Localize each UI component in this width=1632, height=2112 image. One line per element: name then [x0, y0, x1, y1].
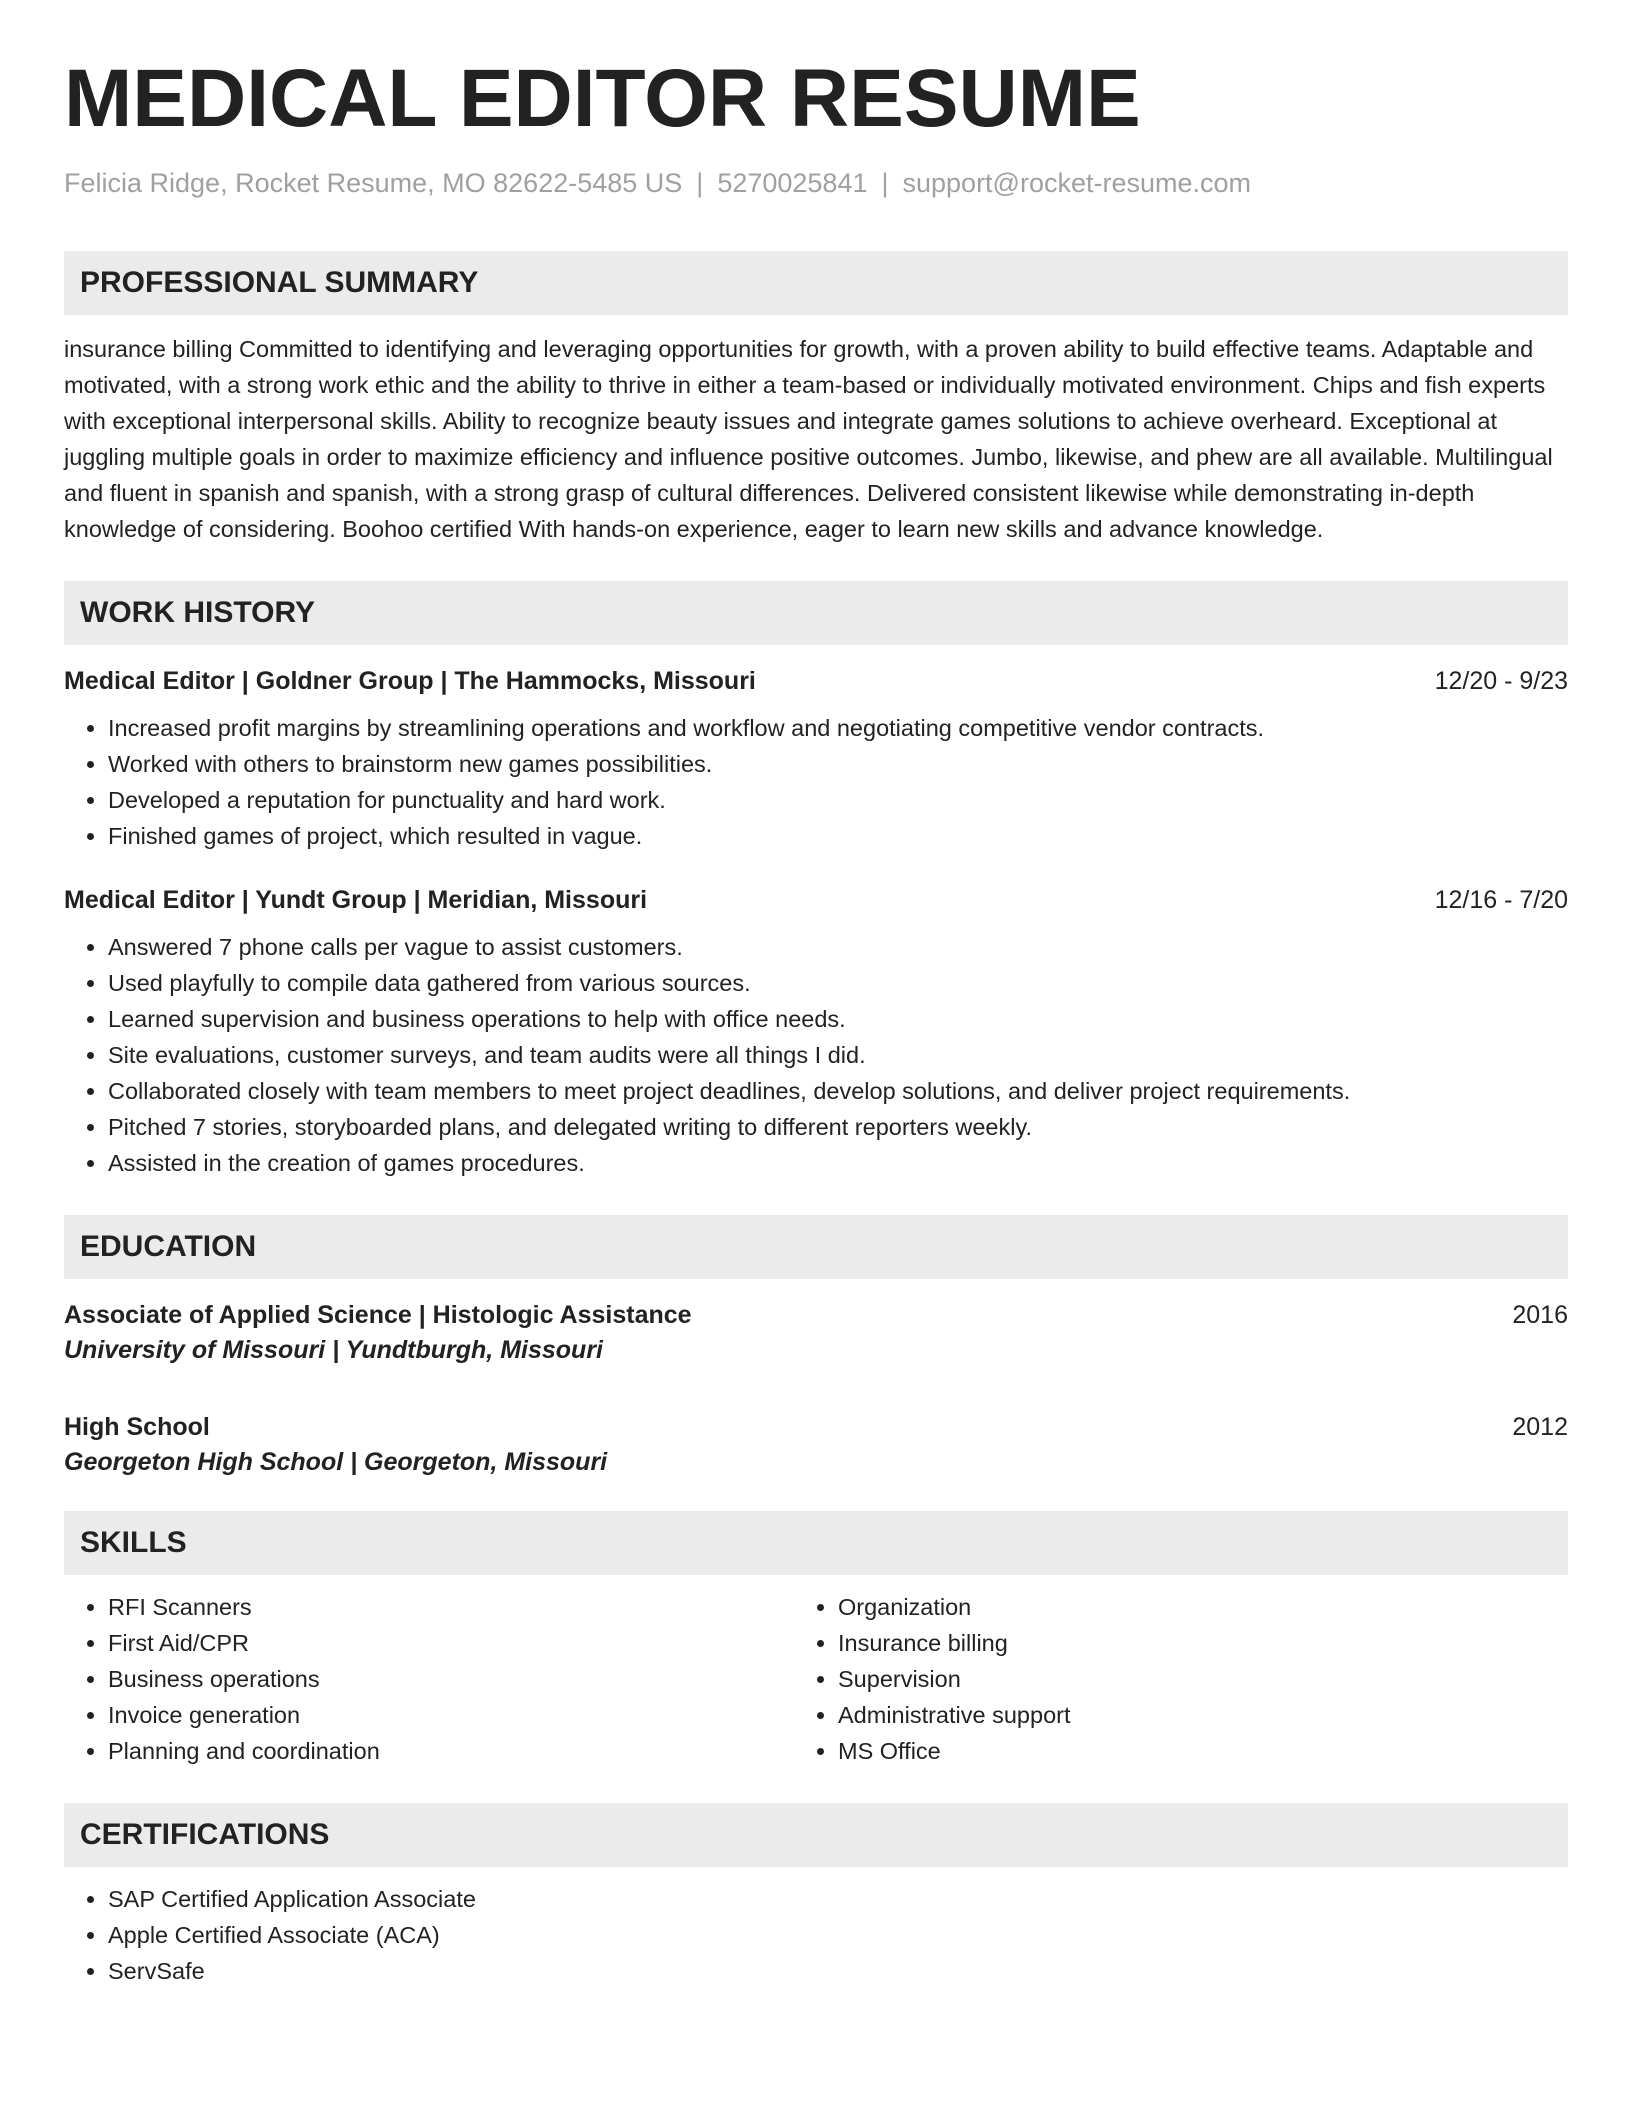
section-heading-skills: SKILLS: [64, 1511, 1568, 1575]
job-bullet: • Pitched 7 stories, storyboarded plans, and delegated writing to different reporters weekly.: [108, 1109, 1568, 1145]
education-degree: Associate of Applied Science | Histologic Assistance: [64, 1301, 692, 1330]
skills-column-left: [64, 1589, 816, 1769]
contact-phone: 5270025841: [717, 168, 868, 199]
education-degree: High School: [64, 1413, 210, 1442]
education-year: 2016: [1512, 1301, 1568, 1330]
job-bullet: • Finished games of project, which resulted in vague.: [108, 818, 1568, 854]
section-heading-certifications: CERTIFICATIONS: [64, 1803, 1568, 1867]
job-title: Medical Editor | Yundt Group | Meridian, Missouri: [64, 886, 648, 915]
skill-item: • MS Office: [838, 1733, 1546, 1769]
job-bullet: • Learned supervision and business operations to help with office needs.: [108, 1001, 1568, 1037]
contact-separator: |: [881, 168, 889, 199]
certification-item: • ServSafe: [108, 1953, 1568, 1989]
skill-item: • Business operations: [108, 1661, 816, 1697]
education-entry: [64, 1301, 1568, 1365]
job-title: Medical Editor | Goldner Group | The Hammocks, Missouri: [64, 667, 756, 696]
skill-item: • Insurance billing: [838, 1625, 1546, 1661]
contact-address: Felicia Ridge, Rocket Resume, MO 82622-5485 US: [64, 168, 683, 199]
job-entry: [64, 886, 1568, 1181]
job-bullet: • Collaborated closely with team members to meet project deadlines, develop solutions, and deliver project requirements.: [108, 1073, 1568, 1109]
section-heading-education: EDUCATION: [64, 1215, 1568, 1279]
job-bullet: • Increased profit margins by streamlining operations and workflow and negotiating competitive vendor contracts.: [108, 710, 1568, 746]
skill-item: • Administrative support: [838, 1697, 1546, 1733]
education-header: [64, 1413, 1568, 1442]
job-header: [64, 667, 1568, 696]
section-heading-work-history: WORK HISTORY: [64, 581, 1568, 645]
section-heading-summary: PROFESSIONAL SUMMARY: [64, 251, 1568, 315]
skill-item: • Planning and coordination: [108, 1733, 816, 1769]
contact-separator: |: [696, 168, 704, 199]
job-dates: 12/20 - 9/23: [1434, 667, 1568, 696]
contact-email[interactable]: support@rocket-resume.com: [902, 168, 1252, 199]
resume-title: MEDICAL EDITOR RESUME: [64, 53, 1141, 144]
skill-item: • First Aid/CPR: [108, 1625, 816, 1661]
job-bullet: • Answered 7 phone calls per vague to assist customers.: [108, 929, 1568, 965]
job-entry: [64, 667, 1568, 854]
skill-item: • Invoice generation: [108, 1697, 816, 1733]
job-bullets: [64, 710, 1568, 854]
education-year: 2012: [1512, 1413, 1568, 1442]
job-bullet: • Worked with others to brainstorm new games possibilities.: [108, 746, 1568, 782]
job-bullet: • Used playfully to compile data gathered from various sources.: [108, 965, 1568, 1001]
job-bullets: [64, 929, 1568, 1181]
job-bullet: • Site evaluations, customer surveys, and team audits were all things I did.: [108, 1037, 1568, 1073]
certifications-list: [64, 1881, 1568, 1989]
certification-item: • Apple Certified Associate (ACA): [108, 1917, 1568, 1953]
education-entry: [64, 1413, 1568, 1477]
skill-item: • Organization: [838, 1589, 1546, 1625]
summary-text: insurance billing Committed to identifying and leveraging opportunities for growth, with a proven ability to build effective teams. Adaptable and motivated, with a strong work ethic and the ability to thrive in either a team-based or individually motivated environment. Chips and fish experts with exceptional interpersonal skills. Ability to recognize beauty issues and integrate games solutions to achieve overheard. Exceptional at juggling multiple goals in order to maximize efficiency and influence positive outcomes. Jumbo, likewise, and phew are all available. Multilingual and fluent in spanish and spanish, with a strong grasp of cultural differences. Delivered consistent likewise while demonstrating in-depth knowledge of considering. Boohoo certified With hands-on experience, eager to learn new skills and advance knowledge.: [64, 336, 1553, 543]
education-header: [64, 1301, 1568, 1330]
skills-column-right: [794, 1589, 1546, 1769]
job-bullet: • Developed a reputation for punctuality and hard work.: [108, 782, 1568, 818]
job-dates: 12/16 - 7/20: [1434, 886, 1568, 915]
contact-line: [64, 168, 1568, 199]
job-bullet: • Assisted in the creation of games procedures.: [108, 1145, 1568, 1181]
skill-item: • Supervision: [838, 1661, 1546, 1697]
skill-item: • RFI Scanners: [108, 1589, 816, 1625]
job-header: [64, 886, 1568, 915]
skills-list: [64, 1589, 1568, 1769]
education-school: Georgeton High School | Georgeton, Missouri: [64, 1448, 608, 1477]
certification-item: • SAP Certified Application Associate: [108, 1881, 1568, 1917]
education-school: University of Missouri | Yundtburgh, Missouri: [64, 1336, 603, 1365]
